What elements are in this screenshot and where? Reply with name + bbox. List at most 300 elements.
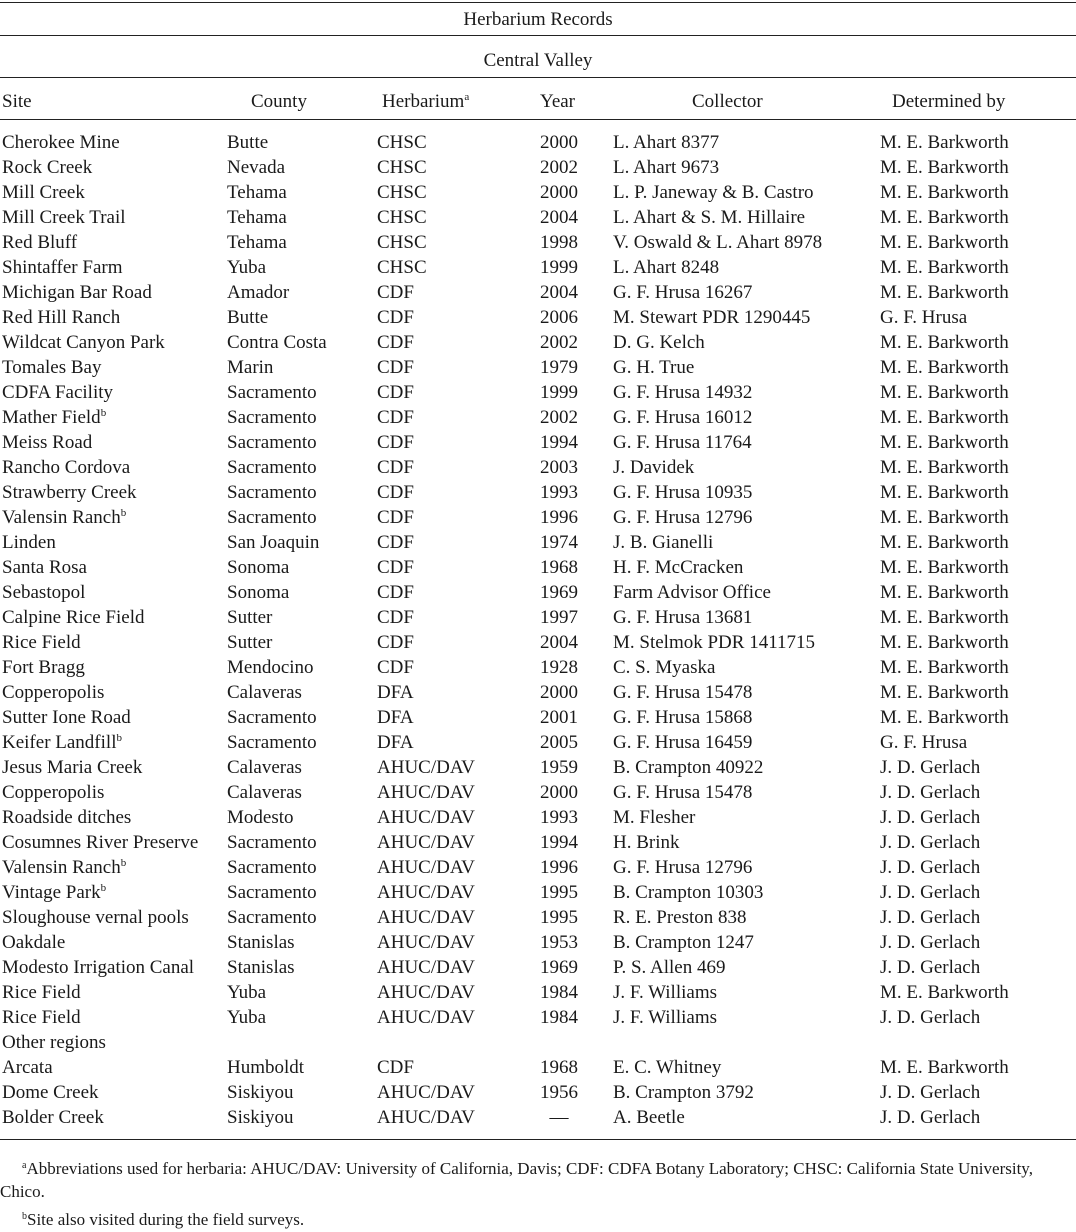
- cell-collector: [613, 955, 725, 980]
- cell-county: [227, 605, 272, 630]
- cell-herbarium-text: CDF: [377, 607, 414, 628]
- cell-site-text: Keifer Landfill: [2, 732, 117, 753]
- cell-herbarium-text: AHUC/DAV: [377, 1107, 475, 1128]
- table-row: [0, 955, 1076, 980]
- cell-herbarium: [377, 755, 475, 780]
- cell-herbarium-text: AHUC/DAV: [377, 782, 475, 803]
- cell-year: [533, 1055, 585, 1080]
- section-rule: [0, 77, 1076, 78]
- cell-collector: [613, 805, 695, 830]
- cell-determined-by: [880, 380, 1009, 405]
- cell-site: [2, 330, 165, 355]
- cell-site: [2, 730, 122, 755]
- cell-county: [227, 530, 319, 555]
- cell-year-text: 2004: [540, 282, 578, 303]
- cell-herbarium: [377, 905, 475, 930]
- cell-determined-by-text: M. E. Barkworth: [880, 207, 1009, 228]
- table-row: [0, 205, 1076, 230]
- cell-site-text: Dome Creek: [2, 1082, 99, 1103]
- cell-collector-text: A. Beetle: [613, 1107, 685, 1128]
- cell-herbarium-text: AHUC/DAV: [377, 982, 475, 1003]
- cell-herbarium: [377, 1080, 475, 1105]
- cell-year-text: 1984: [540, 1007, 578, 1028]
- cell-county: [227, 205, 287, 230]
- cell-collector-text: R. E. Preston 838: [613, 907, 747, 928]
- cell-county-text: Sonoma: [227, 582, 290, 603]
- cell-determined-by-text: M. E. Barkworth: [880, 507, 1009, 528]
- cell-collector: [613, 980, 717, 1005]
- cell-county-text: Nevada: [227, 157, 286, 178]
- cell-herbarium-text: CDF: [377, 357, 414, 378]
- table-row: [0, 405, 1076, 430]
- cell-herbarium: [377, 505, 414, 530]
- cell-herbarium-text: AHUC/DAV: [377, 857, 475, 878]
- cell-year: [533, 230, 585, 255]
- cell-site-text: Mill Creek: [2, 182, 85, 203]
- footnote-a-text: Abbreviations used for herbaria: AHUC/DAV: University of California, Davis; CDF: CDFA Botany Laboratory; CHSC: California State University, Chico.: [0, 1159, 1033, 1201]
- cell-site: [2, 155, 92, 180]
- cell-year-text: 2004: [540, 632, 578, 653]
- cell-site-text: Fort Bragg: [2, 657, 85, 678]
- cell-determined-by-text: J. D. Gerlach: [880, 782, 981, 803]
- cell-year-text: 1979: [540, 357, 578, 378]
- cell-year-text: 1997: [540, 607, 578, 628]
- cell-site-text: Valensin Ranch: [2, 857, 121, 878]
- table-row: [0, 905, 1076, 930]
- cell-site-text: Cherokee Mine: [2, 132, 120, 153]
- cell-collector-text: M. Stewart PDR 1290445: [613, 307, 811, 328]
- cell-collector: [613, 780, 752, 805]
- cell-collector: [613, 630, 815, 655]
- cell-county-text: Sutter: [227, 632, 273, 653]
- cell-county-text: Humboldt: [227, 1057, 305, 1078]
- cell-year-text: 2004: [540, 207, 578, 228]
- cell-herbarium: [377, 1105, 475, 1130]
- cell-determined-by: [880, 1080, 980, 1105]
- cell-site: [2, 930, 65, 955]
- cell-site-text: Calpine Rice Field: [2, 607, 145, 628]
- cell-site-text: Strawberry Creek: [2, 482, 137, 503]
- cell-determined-by: [880, 155, 1009, 180]
- cell-county: [227, 505, 317, 530]
- cell-year: [533, 980, 585, 1005]
- cell-site: [2, 980, 81, 1005]
- cell-site: [2, 605, 144, 630]
- cell-county-text: Sacramento: [227, 882, 317, 903]
- table-row: [0, 330, 1076, 355]
- cell-county-text: Sacramento: [227, 832, 317, 853]
- cell-site-text: Copperopolis: [2, 782, 105, 803]
- cell-collector: [613, 680, 752, 705]
- table-row: [0, 980, 1076, 1005]
- header-year: Year: [540, 91, 576, 112]
- cell-determined-by-text: M. E. Barkworth: [880, 157, 1009, 178]
- header-determined-by: Determined by: [892, 91, 1006, 112]
- cell-determined-by: [880, 505, 1009, 530]
- cell-county: [227, 1055, 304, 1080]
- cell-site-text: Rancho Cordova: [2, 457, 131, 478]
- cell-year-text: 1993: [540, 482, 578, 503]
- cell-determined-by-text: M. E. Barkworth: [880, 282, 1009, 303]
- cell-determined-by: [880, 780, 980, 805]
- cell-collector-text: G. F. Hrusa 15478: [613, 782, 753, 803]
- cell-year-text: 2005: [540, 732, 578, 753]
- cell-site-text: Mather Field: [2, 407, 101, 428]
- table-row: [0, 855, 1076, 880]
- cell-collector-text: L. Ahart 8377: [613, 132, 720, 153]
- cell-herbarium: [377, 305, 414, 330]
- table-row: [0, 1055, 1076, 1080]
- cell-site-text: Bolder Creek: [2, 1107, 104, 1128]
- footnote-a: [0, 1157, 1076, 1203]
- cell-site-text: Roadside ditches: [2, 807, 132, 828]
- cell-determined-by-text: J. D. Gerlach: [880, 932, 981, 953]
- cell-collector-text: J. F. Williams: [613, 1007, 717, 1028]
- cell-collector: [613, 605, 752, 630]
- cell-year: [533, 530, 585, 555]
- cell-site-text: Valensin Ranch: [2, 507, 121, 528]
- cell-collector-text: V. Oswald & L. Ahart 8978: [613, 232, 823, 253]
- cell-site: [2, 1030, 106, 1055]
- cell-year: [533, 380, 585, 405]
- cell-site: [2, 855, 126, 880]
- cell-year: [533, 955, 585, 980]
- cell-site: [2, 1005, 81, 1030]
- cell-collector: [613, 1105, 685, 1130]
- cell-collector-text: L. Ahart 9673: [613, 157, 720, 178]
- cell-determined-by-text: J. D. Gerlach: [880, 1107, 981, 1128]
- cell-herbarium: [377, 680, 414, 705]
- cell-county: [227, 230, 287, 255]
- cell-determined-by-text: M. E. Barkworth: [880, 407, 1009, 428]
- cell-site-text: Other regions: [2, 1032, 106, 1053]
- cell-collector-text: G. F. Hrusa 16459: [613, 732, 753, 753]
- cell-year: [533, 805, 585, 830]
- site-footnote-mark: b: [116, 732, 122, 744]
- cell-year: [533, 430, 585, 455]
- cell-herbarium-text: DFA: [377, 682, 414, 703]
- cell-herbarium: [377, 130, 427, 155]
- cell-county-text: Amador: [227, 282, 290, 303]
- cell-determined-by: [880, 255, 1009, 280]
- cell-site-text: Santa Rosa: [2, 557, 87, 578]
- cell-collector: [613, 655, 715, 680]
- cell-county: [227, 980, 266, 1005]
- cell-herbarium-text: DFA: [377, 732, 414, 753]
- cell-site: [2, 905, 189, 930]
- cell-collector-text: G. F. Hrusa 14932: [613, 382, 753, 403]
- cell-year: [533, 280, 585, 305]
- cell-year-text: 1969: [540, 582, 578, 603]
- cell-site: [2, 1080, 99, 1105]
- table-row: [0, 1105, 1076, 1130]
- cell-collector-text: L. P. Janeway & B. Castro: [613, 182, 814, 203]
- cell-determined-by-text: M. E. Barkworth: [880, 457, 1009, 478]
- cell-determined-by: [880, 655, 1009, 680]
- cell-year-text: 1996: [540, 507, 578, 528]
- cell-herbarium: [377, 655, 414, 680]
- table-row: [0, 530, 1076, 555]
- cell-herbarium-text: CHSC: [377, 207, 427, 228]
- cell-year: [533, 480, 585, 505]
- cell-year: [533, 605, 585, 630]
- cell-determined-by-text: M. E. Barkworth: [880, 982, 1009, 1003]
- cell-site: [2, 705, 131, 730]
- cell-collector: [613, 580, 771, 605]
- table-row: [0, 380, 1076, 405]
- cell-determined-by: [880, 330, 1009, 355]
- cell-year: [533, 880, 585, 905]
- cell-site-text: Rice Field: [2, 632, 81, 653]
- cell-determined-by: [880, 755, 980, 780]
- cell-determined-by-text: G. F. Hrusa: [880, 732, 968, 753]
- table-row: [0, 780, 1076, 805]
- table-row: [0, 130, 1076, 155]
- cell-county-text: Butte: [227, 307, 269, 328]
- cell-site-text: Rock Creek: [2, 157, 93, 178]
- cell-collector-text: P. S. Allen 469: [613, 957, 726, 978]
- cell-collector: [613, 880, 763, 905]
- header-rule: [0, 119, 1076, 120]
- cell-county: [227, 305, 268, 330]
- cell-determined-by: [880, 230, 1009, 255]
- cell-collector-text: G. F. Hrusa 12796: [613, 507, 753, 528]
- cell-county-text: Calaveras: [227, 757, 302, 778]
- cell-county: [227, 880, 317, 905]
- cell-collector: [613, 130, 719, 155]
- cell-collector: [613, 255, 719, 280]
- cell-determined-by-text: M. E. Barkworth: [880, 257, 1009, 278]
- cell-collector: [613, 755, 763, 780]
- cell-county-text: Sacramento: [227, 507, 317, 528]
- cell-county: [227, 380, 317, 405]
- cell-county: [227, 680, 302, 705]
- cell-determined-by: [880, 555, 1009, 580]
- footnote-a-mark: a: [22, 1160, 27, 1171]
- cell-determined-by: [880, 1105, 980, 1130]
- cell-determined-by: [880, 955, 980, 980]
- table-row: [0, 280, 1076, 305]
- cell-determined-by: [880, 980, 1009, 1005]
- cell-year: [533, 205, 585, 230]
- cell-county-text: Sacramento: [227, 457, 317, 478]
- cell-determined-by: [880, 805, 980, 830]
- cell-collector: [613, 505, 752, 530]
- cell-county: [227, 255, 266, 280]
- cell-determined-by: [880, 280, 1009, 305]
- cell-site-text: CDFA Facility: [2, 382, 114, 403]
- cell-collector: [613, 455, 694, 480]
- cell-determined-by: [880, 630, 1009, 655]
- cell-county-text: San Joaquin: [227, 532, 320, 553]
- cell-herbarium: [377, 255, 427, 280]
- cell-collector-text: B. Crampton 1247: [613, 932, 754, 953]
- cell-determined-by: [880, 305, 967, 330]
- cell-herbarium-text: AHUC/DAV: [377, 832, 475, 853]
- cell-county: [227, 805, 294, 830]
- cell-herbarium: [377, 555, 414, 580]
- cell-herbarium-text: CDF: [377, 482, 414, 503]
- cell-county: [227, 1005, 266, 1030]
- cell-collector: [613, 830, 680, 855]
- cell-county: [227, 555, 289, 580]
- cell-herbarium-text: CDF: [377, 632, 414, 653]
- cell-determined-by-text: J. D. Gerlach: [880, 882, 981, 903]
- cell-site: [2, 230, 77, 255]
- cell-county-text: Tehama: [227, 182, 287, 203]
- cell-year-text: 1928: [540, 657, 578, 678]
- cell-determined-by: [880, 205, 1009, 230]
- cell-collector: [613, 855, 752, 880]
- table-row: [0, 630, 1076, 655]
- cell-collector-text: E. C. Whitney: [613, 1057, 722, 1078]
- cell-collector: [613, 230, 822, 255]
- cell-site: [2, 1055, 53, 1080]
- cell-site-text: Michigan Bar Road: [2, 282, 152, 303]
- cell-herbarium: [377, 1005, 475, 1030]
- cell-herbarium-text: CDF: [377, 507, 414, 528]
- cell-collector: [613, 1005, 717, 1030]
- cell-year-text: 1968: [540, 557, 578, 578]
- cell-county-text: Stanislas: [227, 932, 295, 953]
- cell-determined-by-text: M. E. Barkworth: [880, 357, 1009, 378]
- table-row: [0, 430, 1076, 455]
- cell-determined-by-text: M. E. Barkworth: [880, 682, 1009, 703]
- cell-county: [227, 180, 287, 205]
- cell-collector: [613, 730, 752, 755]
- cell-county-text: Stanislas: [227, 957, 295, 978]
- cell-determined-by-text: M. E. Barkworth: [880, 557, 1009, 578]
- cell-year: [533, 830, 585, 855]
- cell-county-text: Butte: [227, 132, 269, 153]
- cell-site: [2, 180, 85, 205]
- cell-year-text: 1956: [540, 1082, 578, 1103]
- footnote-b-mark: b: [22, 1211, 27, 1222]
- cell-herbarium: [377, 580, 414, 605]
- cell-year-text: 1968: [540, 1057, 578, 1078]
- cell-collector-text: J. F. Williams: [613, 982, 717, 1003]
- cell-herbarium-text: CDF: [377, 582, 414, 603]
- cell-year-text: 1999: [540, 257, 578, 278]
- cell-determined-by: [880, 880, 980, 905]
- cell-county-text: Siskiyou: [227, 1107, 294, 1128]
- cell-county: [227, 1080, 294, 1105]
- table-row: [0, 305, 1076, 330]
- cell-herbarium-text: CHSC: [377, 182, 427, 203]
- cell-collector: [613, 555, 743, 580]
- cell-collector-text: G. F. Hrusa 16012: [613, 407, 753, 428]
- cell-county: [227, 780, 302, 805]
- table-row: [0, 480, 1076, 505]
- cell-site: [2, 955, 194, 980]
- bottom-rule: [0, 1139, 1076, 1140]
- cell-collector-text: J. Davidek: [613, 457, 695, 478]
- table-row: [0, 880, 1076, 905]
- cell-county-text: Sacramento: [227, 907, 317, 928]
- cell-collector: [613, 305, 810, 330]
- cell-herbarium: [377, 1055, 414, 1080]
- cell-site-text: Rice Field: [2, 1007, 81, 1028]
- site-footnote-mark: b: [100, 882, 107, 894]
- table-row: [0, 580, 1076, 605]
- header-collector: Collector: [692, 91, 763, 112]
- cell-determined-by-text: M. E. Barkworth: [880, 482, 1009, 503]
- cell-county: [227, 480, 317, 505]
- cell-county: [227, 355, 273, 380]
- cell-site: [2, 830, 198, 855]
- cell-year-text: 1994: [540, 832, 578, 853]
- cell-county-text: Sacramento: [227, 382, 317, 403]
- cell-herbarium: [377, 330, 414, 355]
- cell-herbarium-text: CDF: [377, 457, 414, 478]
- cell-county-text: Calaveras: [227, 682, 302, 703]
- cell-county: [227, 755, 302, 780]
- cell-collector-text: G. F. Hrusa 10935: [613, 482, 753, 503]
- table-body: [0, 130, 1076, 1130]
- cell-determined-by: [880, 405, 1009, 430]
- cell-determined-by-text: J. D. Gerlach: [880, 832, 981, 853]
- cell-county-text: Sacramento: [227, 707, 317, 728]
- cell-site-text: Tomales Bay: [2, 357, 102, 378]
- cell-year: [533, 755, 585, 780]
- cell-site: [2, 805, 131, 830]
- header-herbarium: [382, 89, 469, 115]
- cell-collector-text: G. F. Hrusa 15868: [613, 707, 753, 728]
- cell-site: [2, 505, 126, 530]
- cell-county: [227, 705, 317, 730]
- cell-determined-by: [880, 480, 1009, 505]
- cell-collector: [613, 280, 752, 305]
- cell-herbarium-text: CDF: [377, 382, 414, 403]
- cell-county: [227, 730, 317, 755]
- cell-site-text: Red Hill Ranch: [2, 307, 121, 328]
- cell-county-text: Marin: [227, 357, 274, 378]
- cell-collector: [613, 380, 752, 405]
- cell-collector: [613, 330, 705, 355]
- cell-year: [533, 655, 585, 680]
- table-row: [0, 680, 1076, 705]
- cell-county-text: Sacramento: [227, 857, 317, 878]
- cell-collector-text: M. Stelmok PDR 1411715: [613, 632, 815, 653]
- cell-collector-text: J. B. Gianelli: [613, 532, 714, 553]
- cell-site: [2, 755, 142, 780]
- cell-site-text: Cosumnes River Preserve: [2, 832, 199, 853]
- cell-county-text: Siskiyou: [227, 1082, 294, 1103]
- cell-site: [2, 880, 106, 905]
- cell-year: [533, 930, 585, 955]
- table-row: [0, 755, 1076, 780]
- table-row: [0, 1030, 1076, 1055]
- cell-herbarium: [377, 455, 414, 480]
- cell-collector: [613, 905, 747, 930]
- cell-determined-by: [880, 1005, 980, 1030]
- cell-collector-text: M. Flesher: [613, 807, 696, 828]
- cell-site: [2, 255, 123, 280]
- cell-year: [533, 405, 585, 430]
- cell-determined-by: [880, 855, 980, 880]
- cell-year-text: 2002: [540, 157, 578, 178]
- table-row: [0, 655, 1076, 680]
- table-row: [0, 230, 1076, 255]
- cell-herbarium: [377, 880, 475, 905]
- cell-determined-by: [880, 355, 1009, 380]
- cell-county-text: Tehama: [227, 207, 287, 228]
- cell-year-text: 1993: [540, 807, 578, 828]
- cell-site: [2, 355, 101, 380]
- cell-determined-by-text: J. D. Gerlach: [880, 807, 981, 828]
- cell-herbarium-text: CDF: [377, 1057, 414, 1078]
- cell-county-text: Yuba: [227, 257, 267, 278]
